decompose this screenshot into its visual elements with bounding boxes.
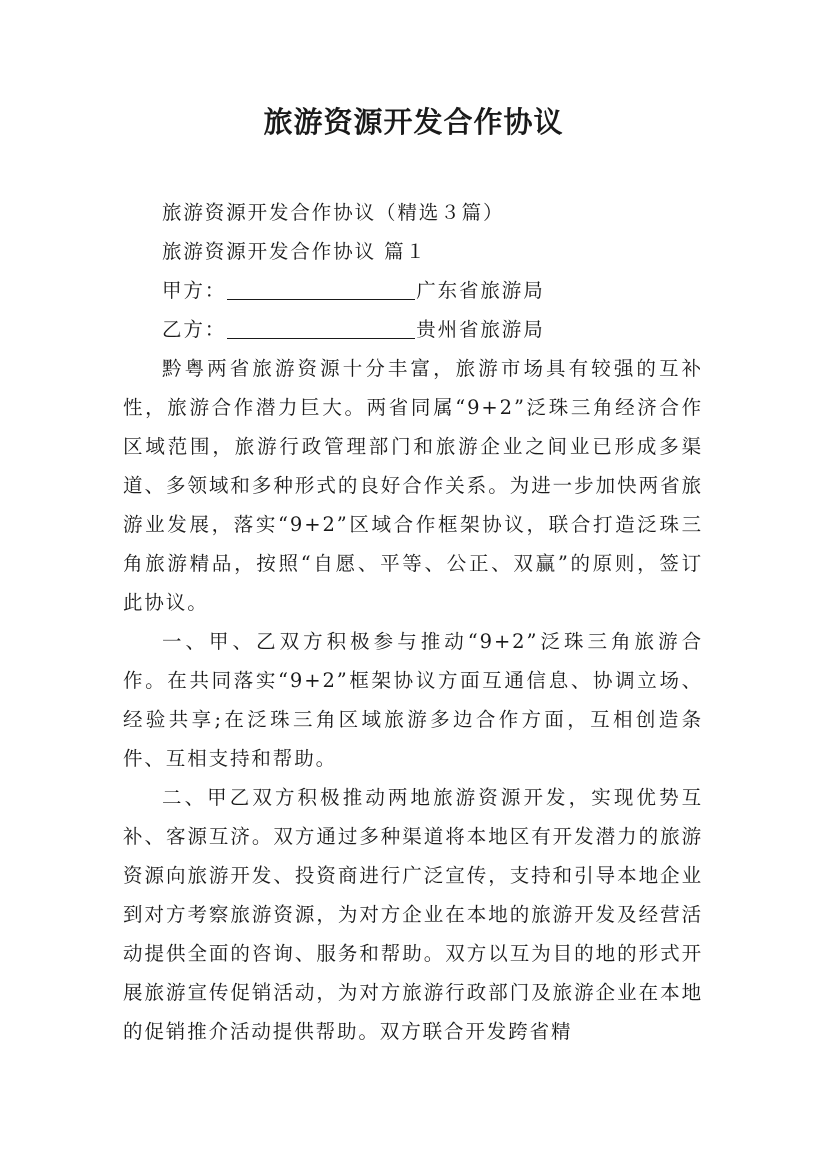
party-a-line — [123, 271, 703, 310]
party-b-label: 乙方： — [162, 318, 227, 341]
party-b-blank-underline — [227, 314, 415, 339]
document-title: 旅游资源开发合作协议 — [263, 105, 564, 139]
document-body — [123, 193, 703, 1051]
section-heading: 旅游资源开发合作协议 篇１ — [162, 240, 427, 263]
subtitle-line: 旅游资源开发合作协议（精选３篇） — [162, 201, 505, 224]
party-b-value: 贵州省旅游局 — [416, 318, 545, 341]
party-a-value: 广东省旅游局 — [416, 279, 545, 302]
paragraph-intro: 黔粤两省旅游资源十分丰富，旅游市场具有较强的互补性，旅游合作潜力巨大。两省同属“9+2”泛珠三角经济合作区域范围，旅游行政管理部门和旅游企业之间业已形成多渠道、多领域和多种形式的良好合作关系。为进一步加快两省旅游业发展，落实“9+2”区域合作框架协议，联合打造泛珠三角旅游精品，按照“自愿、平等、公正、双赢”的原则，签订此协议。 — [123, 357, 703, 614]
party-a-label: 甲方： — [162, 279, 227, 302]
party-a-blank-underline — [227, 275, 415, 300]
paragraph-clause-1: 一、甲、乙双方积极参与推动“9+2”泛珠三角旅游合作。在共同落实“9+2”框架协议方面互通信息、协调立场、经验共享;在泛珠三角区域旅游多边合作方面，互相创造条件、互相支持和帮助。 — [123, 630, 703, 770]
party-b-line — [123, 310, 703, 349]
paragraph-clause-2: 二、甲乙双方积极推动两地旅游资源开发，实现优势互补、客源互济。双方通过多种渠道将本地区有开发潜力的旅游资源向旅游开发、投资商进行广泛宣传，支持和引导本地企业到对方考察旅游资源，为对方企业在本地的旅游开发及经营活动提供全面的咨询、服务和帮助。双方以互为目的地的形式开展旅游宣传促销活动，为对方旅游行政部门及旅游企业在本地的促销推介活动提供帮助。双方联合开发跨省精 — [123, 786, 703, 1043]
